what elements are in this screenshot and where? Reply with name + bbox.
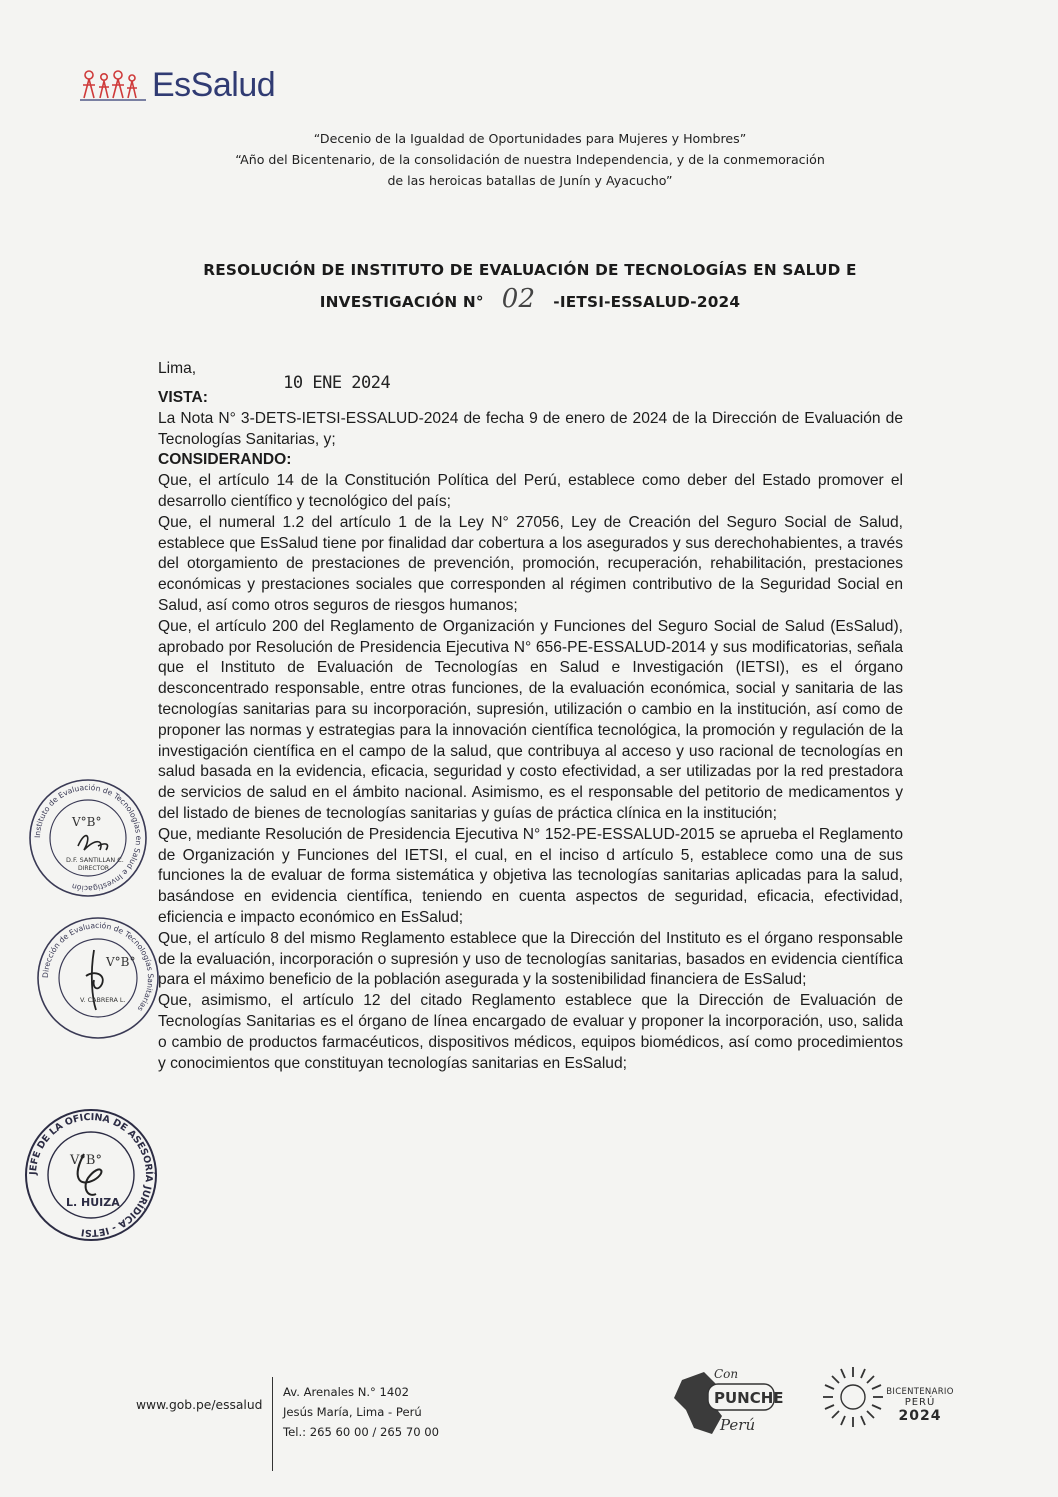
director-seal — [26, 776, 150, 900]
svg-text:JEFE DE LA OFICINA DE ASESORÍA: JEFE DE LA OFICINA DE ASESORÍA JURÍDICA - IETSI — [27, 1111, 155, 1239]
svg-text:Instituto de Evaluación de Tec: Instituto de Evaluación de Tecnologías en Salud e Investigación — [32, 782, 144, 894]
bicentenario-line: BICENTENARIO — [886, 1387, 954, 1397]
title-suffix: -IETSI-ESSALUD-2024 — [553, 293, 741, 311]
address-line: Jesús María, Lima - Perú — [283, 1405, 422, 1419]
svg-text:DIRECTOR: DIRECTOR — [78, 865, 110, 872]
bicentenario-line: PERÚ — [904, 1397, 936, 1408]
svg-text:V. CABRERA L.: V. CABRERA L. — [80, 996, 126, 1004]
svg-text:Dirección de Evaluación de Tec: Dirección de Evaluación de Tecnologías Sanitarias — [40, 920, 156, 1014]
place: Lima, — [158, 360, 197, 377]
dets-seal — [34, 914, 162, 1042]
svg-text:V°B°: V°B° — [70, 1153, 102, 1168]
address-line: Tel.: 265 60 00 / 265 70 00 — [283, 1425, 440, 1439]
svg-text:Con: Con — [714, 1367, 739, 1381]
address-line: Av. Arenales N.° 1402 — [283, 1385, 410, 1399]
footer-url: www.gob.pe/essalud — [136, 1398, 263, 1412]
vista-heading: VISTA: — [158, 389, 208, 406]
considerando-heading: CONSIDERANDO: — [158, 451, 292, 469]
svg-text:Perú: Perú — [720, 1416, 756, 1434]
considerando-paragraph: Que, el artículo 14 de la Constitución Política del Perú, establece como deber del Estado promover el desarrollo científico y tecnológico del país; — [158, 472, 903, 510]
svg-text:V°B°: V°B° — [72, 815, 102, 829]
footer-divider — [272, 1377, 273, 1471]
motto-line: “Año del Bicentenario, de la consolidación de nuestra Independencia, y de la conmemoración — [235, 152, 825, 167]
considerando-paragraph: Que, el numeral 1.2 del artículo 1 de la Ley N° 27056, Ley de Creación del Seguro Social de Salud, establece que EsSalud tiene por finalidad dar cobertura a los asegurados y sus derechohabientes, a través del otorgamiento de prestaciones de prevención, promoción, recuperación, rehabilitación, prestaciones económicas y prestaciones sociales que corresponden al régimen contributivo de la Seguridad Social en Salud, así como otros seguros de riesgos humanos; — [158, 513, 903, 614]
bicentenario-sun-icon — [820, 1364, 886, 1435]
svg-text:V°B°: V°B° — [106, 955, 136, 969]
title-line-2 — [150, 285, 910, 317]
considerando-paragraph: Que, asimismo, el artículo 12 del citado Reglamento establece que la Dirección de Evaluación de Tecnologías Sanitarias es el órgano de línea encargado de evaluar y proponer la incorporación, uso, salida o cambio de productos farmacéuticos, dispositivos médicos, equipos biomédicos, así como procedimientos y conocimientos que constituyan tecnologías sanitarias en EsSalud; — [158, 992, 903, 1072]
footer-address — [283, 1382, 439, 1442]
title-line-1: RESOLUCIÓN DE INSTITUTO DE EVALUACIÓN DE TECNOLOGÍAS EN SALUD E — [203, 261, 857, 279]
resolution-title — [150, 256, 910, 317]
title-prefix: INVESTIGACIÓN N° — [319, 293, 484, 311]
considerando-paragraph: Que, mediante Resolución de Presidencia Ejecutiva N° 152-PE-ESSALUD-2015 se aprueba el Reglamento de Organización y Funciones del IETSI, el cual, en el inciso d artículo 5, establece como una de sus funciones la de evaluar de forma sistemática y objetiva las tecnologías sanitarias aplicadas para la salud, basándose en evidencia científica, teniendo en cuenta aspectos de seguridad, eficacia, efectividad, eficiencia e impacto económico en EsSalud; — [158, 825, 903, 926]
bicentenario-line: 2024 — [898, 1408, 942, 1424]
vista-paragraph: La Nota N° 3-DETS-IETSI-ESSALUD-2024 de fecha 9 de enero de 2024 de la Dirección de Evaluación de Tecnologías Sanitarias, y; — [158, 409, 903, 448]
svg-text:L. HUIZA: L. HUIZA — [66, 1196, 120, 1209]
bicentenario-text — [880, 1387, 960, 1424]
header-mottos — [200, 128, 860, 191]
essalud-logo — [80, 66, 275, 105]
motto-line: de las heroicas batallas de Junín y Ayacucho” — [387, 173, 673, 188]
con-punche-peru-logo — [664, 1358, 792, 1447]
place-date-row — [158, 358, 903, 393]
motto-line: “Decenio de la Igualdad de Oportunidades para Mujeres y Hombres” — [313, 131, 747, 146]
family-figures-icon — [80, 68, 150, 104]
resolution-body — [158, 358, 903, 1074]
considerando-paragraph: Que, el artículo 200 del Reglamento de Organización y Funciones del Seguro Social de Salud (EsSalud), aprobado por Resolución de Presidencia Ejecutiva N° 656-PE-ESSALUD-2014 y sus modificatorias, señala que el Instituto de Evaluación de Tecnologías en Salud e Investigación (IETSI), es el órgano desconcentrado responsable, entre otras funciones, de la evaluación económica, social y sanitaria de las tecnologías sanitarias para su incorporación, supresión, utilización o cambio en la institución, así como de proponer las normas y estrategias para la innovación científica tecnológica, la promoción y regulación de la investigación científica en el campo de la salud, que contribuya al acceso y uso racional de tecnologías en salud basada en la evidencia, eficacia, seguridad y costo efectividad, a ser utilizadas por la red prestadora de servicios de salud en el ámbito nacional. Asimismo, es el responsable del petitorio de medicamentos y del listado de bienes de tecnologías sanitarias y guías de práctica clínica en la institución; — [158, 617, 903, 822]
considerando-paragraph: Que, el artículo 8 del mismo Reglamento establece que la Dirección del Instituto es el órgano responsable de la evaluación, incorporación o supresión y uso de tecnologías sanitarias, basados en evidencia científica para el máximo beneficio de la población asegurada y la sostenibilidad financiera de EsSalud; — [158, 929, 903, 989]
date-stamp: 10 ENE 2024 — [283, 373, 391, 393]
logo-text: EsSalud — [152, 66, 276, 104]
handwritten-number: 02 — [501, 284, 536, 314]
svg-text:D.F. SANTILLAN C.: D.F. SANTILLAN C. — [66, 856, 124, 864]
legal-office-seal — [22, 1106, 160, 1244]
svg-text:PUNCHE: PUNCHE — [714, 1389, 784, 1407]
